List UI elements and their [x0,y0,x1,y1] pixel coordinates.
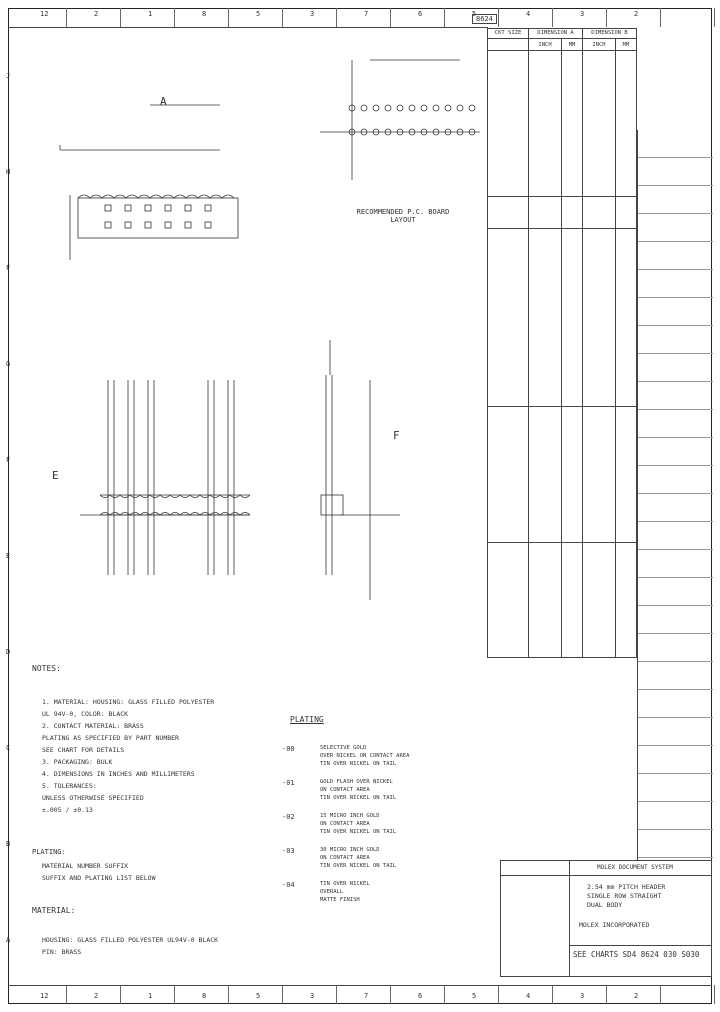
zone-top-3: 8 [202,10,207,18]
zone-top-11: 2 [634,10,639,18]
note-line: 5. TOLERANCES: [42,782,97,790]
plating-code: -02 [282,813,295,821]
zone-bottom-7: 6 [418,992,423,1000]
label-f: F [393,429,400,442]
plating-text: TIN OVER NICKEL [320,881,370,887]
note-line-2: MATERIAL NUMBER SUFFIX [42,862,129,870]
plating-text: 30 MICRO INCH GOLD [320,847,380,853]
plating-text: TIN OVER NICKEL ON TAIL [320,761,397,767]
company-name: MOLEX INCORPORATED [579,921,650,929]
notes-heading: NOTES: [32,664,61,673]
title-block [500,860,712,977]
note-line-2: SUFFIX AND PLATING LIST BELOW [42,874,156,882]
zone-left-2: F [6,264,11,272]
zone-left-6: D [6,648,11,656]
zone-top-7: 6 [418,10,423,18]
plating-text: TIN OVER NICKEL ON TAIL [320,829,397,835]
zone-bottom-1: 2 [94,992,99,1000]
plating-text: MATTE FINISH [320,897,360,903]
zone-top-0: 12 [40,10,49,18]
table-col-1: INCH [529,39,562,50]
sheet-reference: SEE CHARTS SD4 8624 030 S030 [573,950,700,959]
plating-code: -04 [282,881,295,889]
zone-top-2: 1 [148,10,153,18]
zone-bottom-11: 2 [634,992,639,1000]
zone-bottom-3: 8 [202,992,207,1000]
plating-code: -01 [282,779,295,787]
technical-drawing [30,40,490,660]
zone-left-3: G [6,360,11,368]
plating-text: ON CONTACT AREA [320,855,370,861]
plating-code: -00 [282,745,295,753]
table-header-ckt: CKT SIZE [488,28,529,39]
plating-code: -03 [282,847,295,855]
revision-column [637,130,713,860]
zone-top-10: 3 [580,10,585,18]
plating-text: OVER NICKEL ON CONTACT AREA [320,753,410,759]
note-line: 4. DIMENSIONS IN INCHES AND MILLIMETERS [42,770,195,778]
material-line-1: HOUSING: GLASS FILLED POLYESTER UL94V-0 BLACK [42,936,219,944]
plating-text: SELECTIVE GOLD [320,745,367,751]
material-heading: MATERIAL: [32,906,76,915]
label-e: E [52,469,59,482]
zone-top-8: 5 [472,10,477,18]
plating-text: ON CONTACT AREA [320,821,370,827]
notes-heading-2: PLATING: [32,848,66,856]
table-col-2: MM [562,39,583,50]
zone-left-7: C [6,744,11,752]
zone-bottom-9: 4 [526,992,531,1000]
note-line: SEE CHART FOR DETAILS [42,746,125,754]
title-line-3: DUAL BODY [587,901,623,909]
zone-top-6: 7 [364,10,369,18]
table-col-4: MM [615,39,636,50]
plating-text: 15 MICRO INCH GOLD [320,813,380,819]
zone-left-8: B [6,840,11,848]
note-line: 3. PACKAGING: BULK [42,758,113,766]
connector-top-view [78,198,238,238]
note-line: UL 94V-0, COLOR: BLACK [42,710,129,718]
plating-text: GOLD FLASH OVER NICKEL [320,779,393,785]
note-line: UNLESS OTHERWISE SPECIFIED [42,794,144,802]
plating-text: ON CONTACT AREA [320,787,370,793]
zone-left-4: F [6,456,11,464]
zone-left-9: A [6,936,11,944]
zone-bottom-0: 12 [40,992,49,1000]
zone-left-0: J [6,72,11,80]
zone-top-9: 4 [526,10,531,18]
title-line-1: 2.54 mm PITCH HEADER [587,883,666,891]
plating-text: OVERALL [320,889,344,895]
document-system: MOLEX DOCUMENT SYSTEM [597,864,673,871]
zone-top-4: 5 [256,10,261,18]
zone-top-5: 3 [310,10,315,18]
zone-bottom-5: 3 [310,992,315,1000]
plating-text: TIN OVER NICKEL ON TAIL [320,863,397,869]
material-line-2: PIN: BRASS [42,948,82,956]
zone-bottom-4: 5 [256,992,261,1000]
table-tab-label: 8624 [472,14,497,24]
zone-left-1: H [6,168,11,176]
table-header-group-a: DIMENSION A [529,28,583,39]
note-line: 1. MATERIAL: HOUSING: GLASS FILLED POLYESTER [42,698,215,706]
plating-heading: PLATING [290,715,324,724]
top-border-line [8,27,488,28]
zone-bottom-10: 3 [580,992,585,1000]
plating-text: TIN OVER NICKEL ON TAIL [320,795,397,801]
note-line: PLATING AS SPECIFIED BY PART NUMBER [42,734,179,742]
pcb-layout-caption: RECOMMENDED P.C. BOARD LAYOUT [356,208,450,224]
dimension-table-border [487,28,637,658]
zone-bottom-2: 1 [148,992,153,1000]
zone-top-1: 2 [94,10,99,18]
zone-left-5: E [6,552,11,560]
zone-bottom-8: 5 [472,992,477,1000]
table-header-group-b: DIMENSION B [583,28,637,39]
zone-bottom-6: 7 [364,992,369,1000]
note-line: ±.005 / ±0.13 [42,806,93,814]
label-a: A [160,95,167,108]
note-line: 2. CONTACT MATERIAL: BRASS [42,722,144,730]
table-col-3: INCH [583,39,616,50]
title-line-2: SINGLE ROW STRAIGHT [587,892,662,900]
